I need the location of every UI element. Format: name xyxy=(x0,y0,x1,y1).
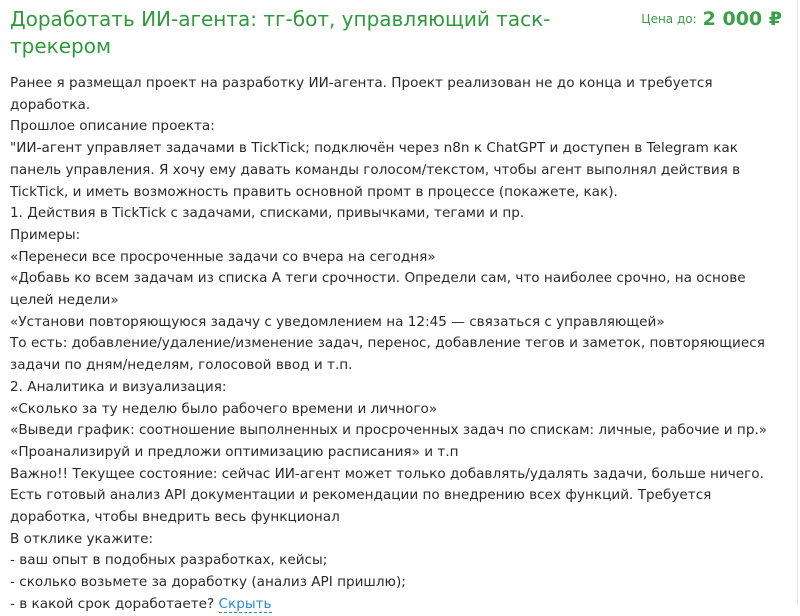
description-line: В отклике укажите: xyxy=(10,530,154,547)
project-header xyxy=(10,6,790,66)
description-line: - сколько возьмете за доработку (анализ API пришлю); xyxy=(10,574,406,591)
price-value: 2 000 ₽ xyxy=(702,8,782,30)
hide-description-link[interactable]: Скрыть xyxy=(218,595,272,612)
description-line: Важно!! Текущее состояние: сейчас ИИ-агент может только добавлять/удалять задачи, больше ничего. Есть готовый анализ API документации и рекомендации по внедрению всех функций. Требуется доработка, чтобы внедрить весь функционал xyxy=(10,465,764,526)
description-line: «Установи повторяющуюся задачу с уведомлением на 12:45 — связаться с управляющей» xyxy=(10,313,665,330)
description-line: Прошлое описание проекта: xyxy=(10,118,215,135)
description-last-text: - в какой срок доработаете? xyxy=(10,595,215,612)
description-line: 1. Действия в TickTick с задачами, списками, привычками, тегами и пр. xyxy=(10,205,525,222)
description-line: «Выведи график: соотношение выполненных и просроченных задач по спискам: личные, рабочие и пр.» xyxy=(10,422,768,439)
description-line: «Добавь ко всем задачам из списка А теги срочности. Определи сам, что наиболее срочно, на основе целей недели» xyxy=(10,270,746,309)
description-line: Примеры: xyxy=(10,226,81,243)
description-line: - ваш опыт в подобных разработках, кейсы; xyxy=(10,552,328,569)
price-block xyxy=(641,8,782,30)
description-line: «Проанализируй и предложи оптимизацию расписания» и т.п xyxy=(10,443,459,460)
project-title[interactable]: Доработать ИИ-агента: тг-бот, управляющий таск-трекером xyxy=(10,7,551,58)
description-line: 2. Аналитика и визуализация: xyxy=(10,378,227,395)
description-line: "ИИ-агент управляет задачами в TickTick; подключён через n8n к ChatGPT и доступен в Telegram как панель управления. Я хочу ему давать команды голосом/текстом, чтобы агент выполнял действия в TickTick, и иметь возможность править основной промт в процессе (покажете, как). xyxy=(10,140,741,200)
description-line: «Перенеси все просроченные задачи со вчера на сегодня» xyxy=(10,248,436,265)
description-line: «Сколько за ту неделю было рабочего времени и личного» xyxy=(10,400,438,417)
description-line: Ранее я размещал проект на разработку ИИ-агента. Проект реализован не до конца и требуется доработка. xyxy=(10,75,713,113)
price-label: Цена до: xyxy=(641,12,697,26)
description-line: То есть: добавление/удаление/изменение задач, перенос, добавление тегов и заметок, повторяющиеся задачи по дням/неделям, голосовой ввод и т.п. xyxy=(10,335,765,374)
project-description xyxy=(10,73,785,616)
